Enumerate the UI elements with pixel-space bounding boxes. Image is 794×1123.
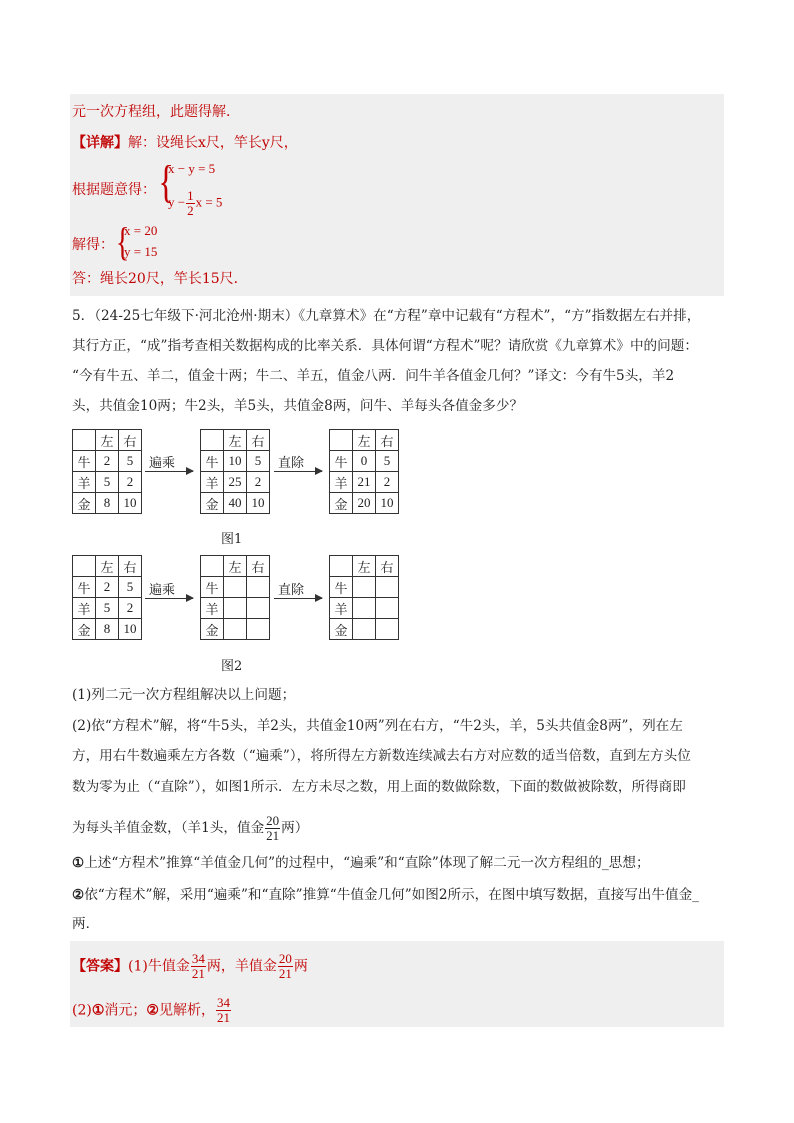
condition-label: 根据题意得： <box>72 182 156 198</box>
part2-line2: 方，用右牛数遍乘左方各数（“遍乘”），将所得左方新数连续减去右方对应数的适当倍数，直到左方头位 <box>72 748 691 764</box>
eq2-fraction: $\frac{1}{2}$ <box>187 188 194 218</box>
detail-text: 解：设绳长x尺，竿长y尺， <box>128 135 298 151</box>
fig1-table-2: 左 右 牛 10 5 羊 25 2 金 40 10 <box>200 429 270 514</box>
fig2-arrow-1 <box>145 598 193 599</box>
part1: (1)列二元一次方程组解决以上问题； <box>72 687 296 703</box>
sub-question-2-line1: ②依“方程术”解，采用“遍乘”和“直除”推算“牛值金几何”如图2所示，在图中填写数据，直接写出牛值金_ <box>72 887 699 903</box>
eq2-left: y − <box>168 194 186 210</box>
fig2-op1-label: 遍乘 <box>149 583 176 598</box>
question-line2: 其行方正，“成”指考查相关数据构成的比率关系．具体何谓“方程术”呢？请欣赏《九章算术》中的问题： <box>72 338 698 354</box>
fig2-table-2: 左 右 牛 羊 金 <box>200 555 270 640</box>
fig1-arrow-1 <box>145 471 193 472</box>
part2-line1: (2)依“方程术”解，将“牛5头，羊2头，共值金10两”列在右方，“牛2头，羊，5头共值金8两”，列在左 <box>72 718 683 734</box>
fig1-op2-label: 直除 <box>278 456 305 471</box>
fig1-op1-label: 遍乘 <box>149 456 176 471</box>
part2-line3: 数为零为止（“直除”），如图1所示．左方未尽之数，用上面的数做除数，下面的数做被除数，所得商即 <box>72 779 686 795</box>
answer-tag: 【答案】 <box>72 958 128 975</box>
fig1-arrow-2 <box>274 471 322 472</box>
fig2-table-3: 左 右 牛 羊 金 <box>329 555 399 640</box>
equation-2 <box>168 189 222 218</box>
solution-x: x = 20 <box>124 223 158 238</box>
solve-label: 解得： <box>72 237 114 253</box>
fig1-table-1: 左 右 牛 2 5 羊 5 2 金 8 10 <box>72 429 142 514</box>
answer-circled-1: ① <box>91 1002 105 1019</box>
sheep-value-fraction: $\frac{20}{21}$ <box>266 813 280 843</box>
question-line3: “今有牛五、羊二，值金十两；牛二、羊五，值金八两．问牛羊各值金几何？”译文：今有牛5头，羊2 <box>72 368 675 384</box>
fig2-caption: 图2 <box>221 659 243 674</box>
fig1-table-3: 左 右 牛 0 5 羊 21 2 金 20 10 <box>329 429 399 514</box>
answer-line2: (2)①消元；②见解析， $\frac{34}{21}$ <box>72 995 230 1025</box>
answer-circled-2: ② <box>146 1002 159 1019</box>
part2-line4: 为每头羊值金数，（羊1头，值金 $\frac{20}{21}$ 两） <box>72 813 309 843</box>
question-line4: 头，共值金10两；牛2头，羊5头，共值金8两，问牛、羊每头各值金多少？ <box>72 398 524 414</box>
circled-1: ① <box>72 855 85 871</box>
fig1-caption: 图1 <box>221 532 243 547</box>
equation-system-brace: { <box>158 156 174 207</box>
cattle-answer-fraction: $\frac{34}{21}$ <box>216 995 230 1025</box>
sub-question-2-line2: 两． <box>72 916 100 932</box>
solution-system-brace: { <box>115 219 130 264</box>
question-line1: 5．（24-25七年级下·河北沧州·期末）《九章算术》在“方程”章中记载有“方程术”，“方”指数据左右并排， <box>72 308 701 324</box>
sheep-answer-fraction: $\frac{20}{21}$ <box>278 951 292 981</box>
solution-answer: 答：绳长20尺，竿长15尺． <box>72 271 248 287</box>
detail-line <box>72 133 298 153</box>
fig2-table-1: 左 右 牛 2 5 羊 5 2 金 8 10 <box>72 555 142 640</box>
cattle-value-fraction: $\frac{34}{21}$ <box>191 951 205 981</box>
eq2-right: x = 5 <box>195 194 223 210</box>
fig2-op2-label: 直除 <box>278 583 305 598</box>
answer-line1: 【答案】(1)牛值金 $\frac{34}{21}$ 两，羊值金 $\frac{20}{21}$ 两 <box>72 951 308 981</box>
detail-tag: 【详解】 <box>72 135 128 151</box>
fig2-arrow-2 <box>274 598 322 599</box>
solution-line1: 元一次方程组，此题得解． <box>72 104 240 120</box>
sub-question-1: ①上述“方程术”推算“羊值金几何”的过程中，“遍乘”和“直除”体现了解二元一次方程组的_思想； <box>72 855 650 871</box>
solution-y: y = 15 <box>124 244 158 259</box>
equation-1: x − y = 5 <box>168 161 216 176</box>
circled-2: ② <box>72 887 85 903</box>
